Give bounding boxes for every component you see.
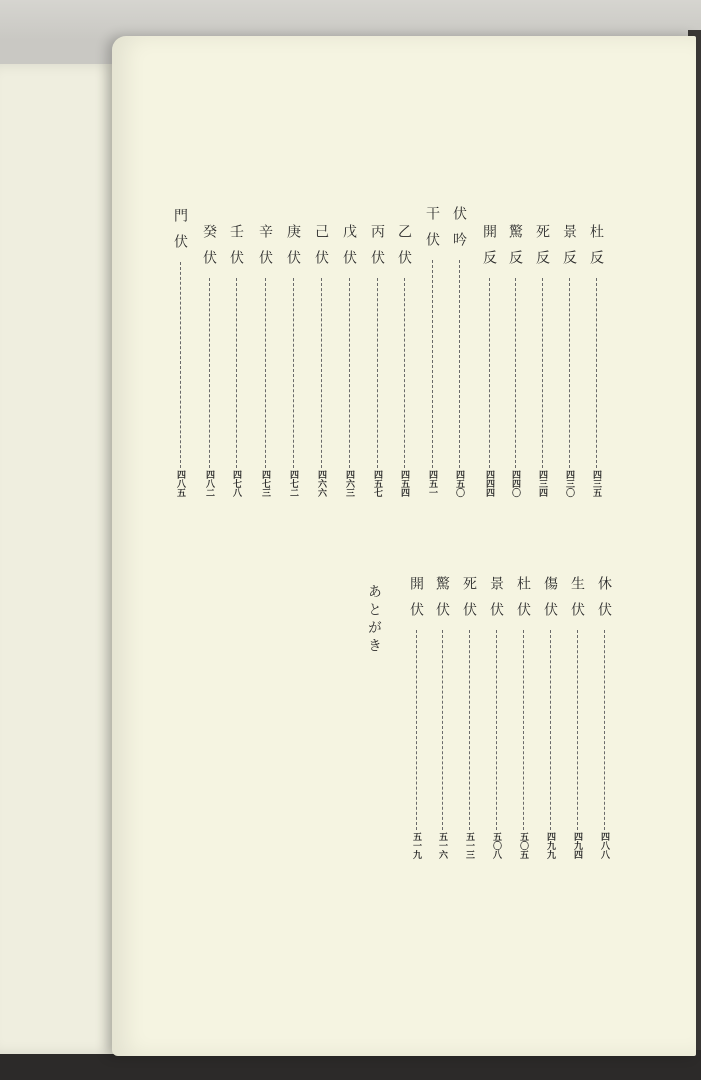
- leader-line: [523, 630, 524, 830]
- toc-entry-page: 五一三: [464, 832, 474, 859]
- leader-line: [416, 630, 417, 830]
- toc-entry-title: 壬伏: [228, 224, 244, 276]
- toc-entry: [406, 576, 426, 859]
- toc-entry-page: 四三四: [537, 470, 547, 497]
- toc-entry: [567, 576, 587, 859]
- toc-entry: [479, 224, 499, 497]
- toc-entry-page: 五一九: [411, 832, 421, 859]
- toc-entry: [459, 576, 479, 859]
- toc-entry-page: 四四四: [484, 470, 494, 497]
- toc-afterword: [364, 584, 384, 656]
- toc-entry-page: 五〇五: [518, 832, 528, 859]
- toc-entry-title: 辛伏: [257, 224, 273, 276]
- toc-entry: [367, 224, 387, 497]
- leader-line: [489, 278, 490, 468]
- toc-entry: [594, 576, 614, 859]
- toc-entry-title: 伏吟: [451, 206, 467, 258]
- toc-entry-title: 開伏: [408, 576, 424, 628]
- toc-entry-title: 己伏: [313, 224, 329, 276]
- toc-entry-title: 休伏: [596, 576, 612, 628]
- leader-line: [404, 278, 405, 468]
- toc-entry-page: 四九九: [545, 832, 555, 859]
- toc-entry-title: 生伏: [569, 576, 585, 628]
- leader-line: [432, 260, 433, 468]
- toc-entry-page: 四六三: [344, 470, 354, 497]
- table-of-contents-page: [112, 36, 696, 1056]
- toc-entry: [449, 206, 469, 497]
- toc-entry: [394, 224, 414, 497]
- toc-entry-title: 乙伏: [396, 224, 412, 276]
- leader-line: [265, 278, 266, 468]
- toc-entry: [255, 224, 275, 497]
- toc-entry: [170, 208, 190, 497]
- toc-entry-title: 死反: [534, 224, 550, 276]
- leader-line: [569, 278, 570, 468]
- leader-line: [442, 630, 443, 830]
- toc-entry-page: 五一六: [437, 832, 447, 859]
- toc-entry-page: 四五七: [372, 470, 382, 497]
- toc-entry-page: 四五一: [427, 470, 437, 497]
- toc-entry: [283, 224, 303, 497]
- toc-entry: [422, 206, 442, 497]
- toc-entry-page: 四四〇: [510, 470, 520, 497]
- toc-entry: [432, 576, 452, 859]
- leader-line: [596, 278, 597, 468]
- toc-entry: [486, 576, 506, 859]
- leader-line: [321, 278, 322, 468]
- leader-line: [180, 262, 181, 468]
- leader-line: [577, 630, 578, 830]
- leader-line: [542, 278, 543, 468]
- toc-entry-page: 四七二: [288, 470, 298, 497]
- toc-entry: [540, 576, 560, 859]
- toc-entry-page: 四八八: [599, 832, 609, 859]
- toc-entry-title: 庚伏: [285, 224, 301, 276]
- toc-entry-page: 四三五: [591, 470, 601, 497]
- toc-entry-title: 驚反: [507, 224, 523, 276]
- toc-entry: [199, 224, 219, 497]
- leader-line: [293, 278, 294, 468]
- toc-entry-title: 傷伏: [542, 576, 558, 628]
- toc-entry-page: 四八二: [204, 470, 214, 497]
- leader-line: [209, 278, 210, 468]
- toc-entry-title: 景反: [561, 224, 577, 276]
- leader-line: [515, 278, 516, 468]
- left-page: [0, 64, 120, 1054]
- toc-entry-title: 景伏: [488, 576, 504, 628]
- toc-entry-title: 丙伏: [369, 224, 385, 276]
- background: [0, 0, 701, 40]
- toc-entry-page: 四六六: [316, 470, 326, 497]
- toc-entry: [513, 576, 533, 859]
- leader-line: [604, 630, 605, 830]
- toc-entry-page: 四九四: [572, 832, 582, 859]
- toc-entry-page: 五〇八: [491, 832, 501, 859]
- toc-entry-title: 門伏: [172, 208, 188, 260]
- toc-entry-title: 死伏: [461, 576, 477, 628]
- leader-line: [349, 278, 350, 468]
- leader-line: [496, 630, 497, 830]
- toc-entry-page: 四五〇: [454, 470, 464, 497]
- toc-entry: [339, 224, 359, 497]
- toc-entry-page: 四五四: [399, 470, 409, 497]
- toc-entry-title: 戊伏: [341, 224, 357, 276]
- toc-entry-page: 四七三: [260, 470, 270, 497]
- leader-line: [236, 278, 237, 468]
- leader-line: [550, 630, 551, 830]
- toc-entry-title: 開反: [481, 224, 497, 276]
- toc-entry: [505, 224, 525, 497]
- toc-entry: [586, 224, 606, 497]
- toc-entry-page: 四八五: [175, 470, 185, 497]
- leader-line: [377, 278, 378, 468]
- toc-entry-title: 杜伏: [515, 576, 531, 628]
- leader-line: [469, 630, 470, 830]
- afterword-title: あとがき: [366, 584, 382, 656]
- toc-entry: [532, 224, 552, 497]
- toc-entry-page: 四三〇: [564, 470, 574, 497]
- leader-line: [459, 260, 460, 468]
- toc-entry: [226, 224, 246, 497]
- toc-entry: [311, 224, 331, 497]
- toc-entry-title: 驚伏: [434, 576, 450, 628]
- toc-entry-page: 四七八: [231, 470, 241, 497]
- toc-entry-title: 干伏: [424, 206, 440, 258]
- toc-entry: [559, 224, 579, 497]
- toc-entry-title: 癸伏: [201, 224, 217, 276]
- toc-entry-title: 杜反: [588, 224, 604, 276]
